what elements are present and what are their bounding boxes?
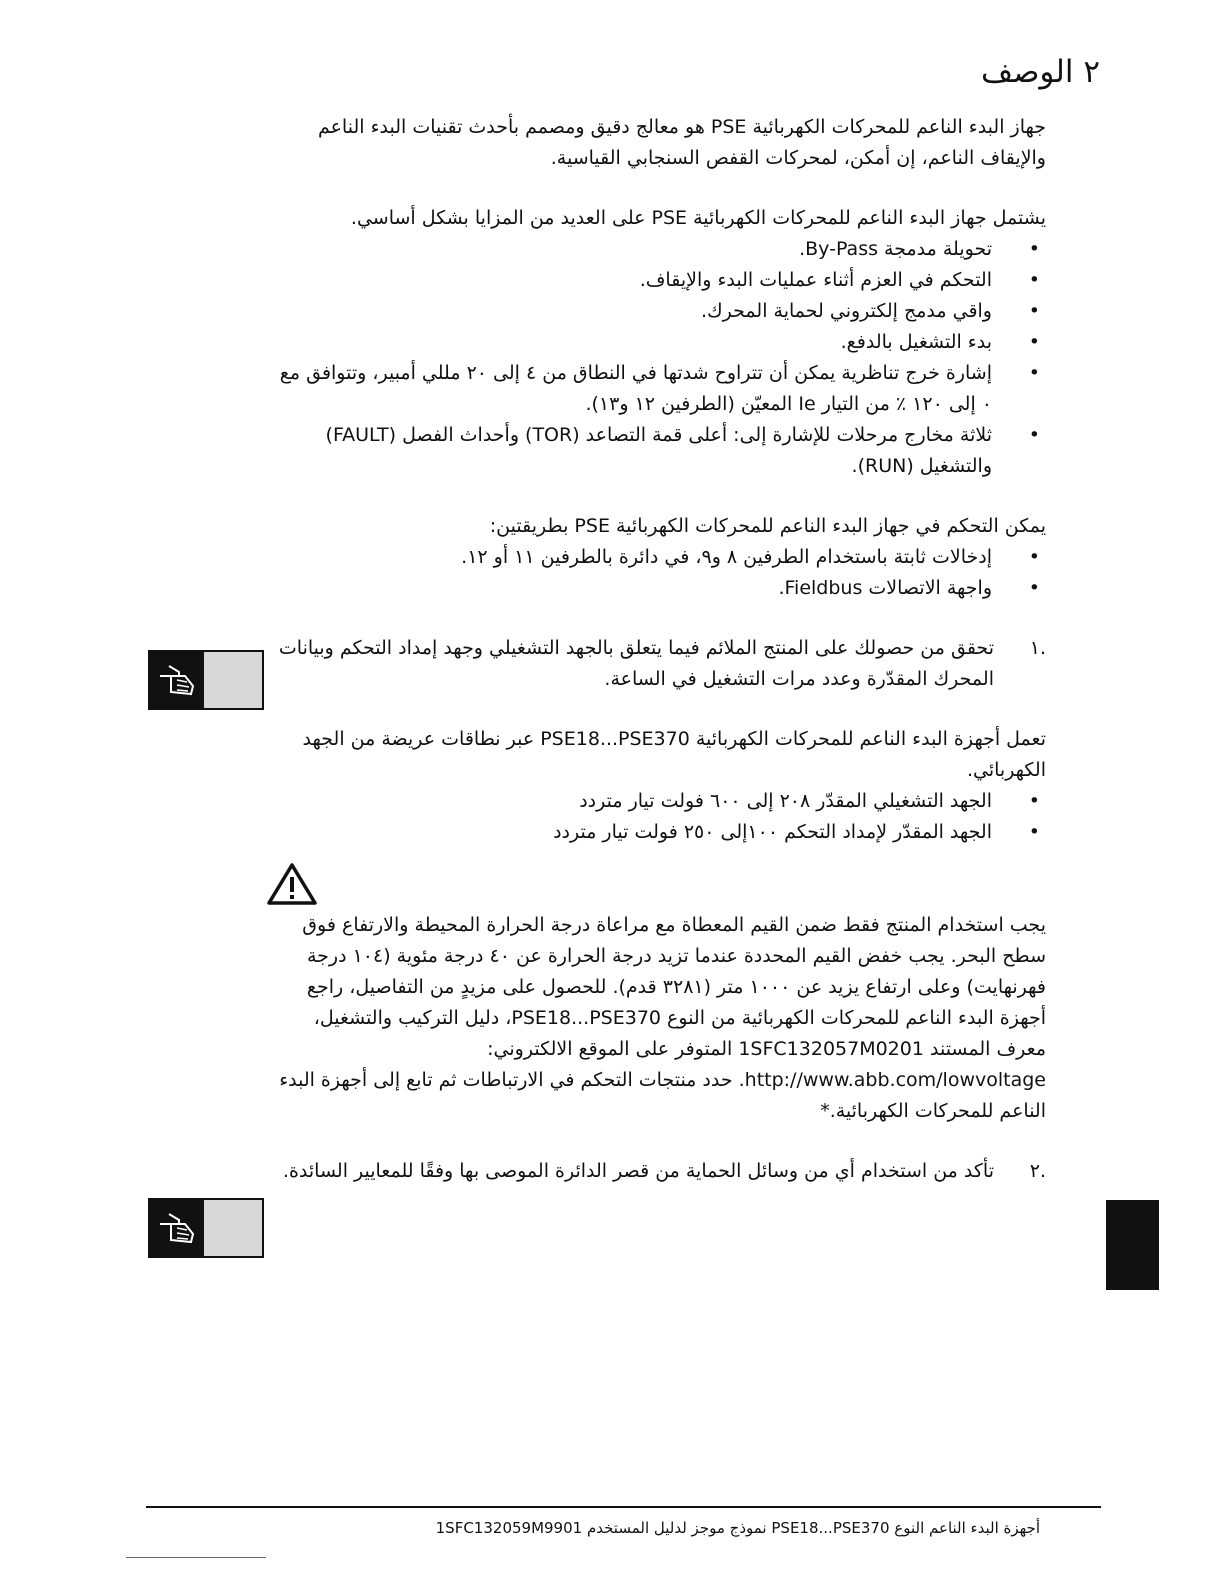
- footer-divider: [146, 1506, 1101, 1508]
- features-list: [266, 234, 1046, 482]
- note-2-text: تأكد من استخدام أي من وسائل الحماية من قصر الدائرة الموصى بها وفقًا للمعايير السائدة.: [282, 1160, 994, 1182]
- list-item: • إدخالات ثابتة باستخدام الطرفين ٨ و٩، في دائرة بالطرفين ١١ أو ١٢.: [266, 542, 1046, 573]
- control-list: [266, 542, 1046, 604]
- chapter-title: ٢ الوصف: [981, 54, 1100, 90]
- control-intro: يمكن التحكم في جهاز البدء الناعم للمحركات الكهربائية PSE بطريقتين:: [489, 515, 1046, 537]
- note-1-number: .١: [1029, 637, 1046, 659]
- intro-paragraph: جهاز البدء الناعم للمحركات الكهربائية PSE هو معالج دقيق ومصمم بأحدث تقنيات البدء الناعم والإيقاف الناعم، إن أمكن، لمحركات القفص السنجابي القياسية.: [317, 116, 1046, 169]
- list-item: • إشارة خرج تناظرية يمكن أن تتراوح شدتها في النطاق من ٤ إلى ٢٠ مللي أمبير، وتتوافق مع ٠ إلى ١٢٠ ٪ من التيار Ie المعيّن (الطرفين ١٢ و١٣).: [266, 358, 1046, 420]
- list-item: • واجهة الاتصالات Fieldbus.: [266, 573, 1046, 604]
- list-item: • بدء التشغيل بالدفع.: [266, 327, 1046, 358]
- warning-triangle-icon: [266, 862, 318, 906]
- voltage-intro: تعمل أجهزة البدء الناعم للمحركات الكهربائية PSE18...PSE370 عبر نطاقات عريضة من الجهد الكهربائي.: [302, 728, 1046, 781]
- note-2-number: .٢: [1029, 1160, 1046, 1182]
- list-item: • التحكم في العزم أثناء عمليات البدء والإيقاف.: [266, 265, 1046, 296]
- corner-rule: [126, 1557, 266, 1558]
- list-item: • الجهد التشغيلي المقدّر ٢٠٨ إلى ٦٠٠ فولت تيار متردد: [266, 786, 1046, 817]
- content-area: [266, 112, 1046, 1187]
- warning-text: يجب استخدام المنتج فقط ضمن القيم المعطاة مع مراعاة درجة الحرارة المحيطة والارتفاع فوق سطح البحر. يجب خفض القيم المحددة عندما تزيد درجة الحرارة عن ٤٠ درجة مئوية (١٠٤ درجة فهرنهايت) وعلى ارتفاع يزيد عن ١٠٠٠ متر (٣٢٨١ قدم). للحصول على مزيدٍ من التفاصيل، راجع أجهزة البدء الناعم للمحركات الكهربائية من النوع PSE18...PSE370، دليل التركيب والتشغيل، معرف المستند 1SFC132057M0201 المتوفر على الموقع الالكتروني: http://www.abb.com/lowvoltage. حدد منتجات التحكم في الارتباطات ثم تابع إلى أجهزة البدء الناعم للمحركات الكهربائية.*: [279, 914, 1046, 1122]
- note-1-text: تحقق من حصولك على المنتج الملائم فيما يتعلق بالجهد التشغيلي وجهد إمداد التحكم وبيانات المحرك المقدّرة وعدد مرات التشغيل في الساعة.: [278, 637, 994, 690]
- page-footer: أجهزة البدء الناعم النوع PSE18...PSE370 نموذج موجز لدليل المستخدم 1SFC132059M9901: [435, 1519, 1040, 1537]
- pointing-hand-icon: [157, 660, 197, 700]
- warning-icon-row: [266, 858, 1046, 910]
- chapter-side-tab: [1106, 1200, 1159, 1290]
- list-item: • الجهد المقدّر لإمداد التحكم ١٠٠إلى ٢٥٠ فولت تيار متردد: [266, 817, 1046, 848]
- note-1-icon: [148, 650, 264, 710]
- list-item: • ثلاثة مخارج مرحلات للإشارة إلى: أعلى قمة التصاعد (TOR) وأحداث الفصل (FAULT) والتشغيل (RUN).: [266, 420, 1046, 482]
- list-item: • تحويلة مدمجة By-Pass.: [266, 234, 1046, 265]
- note-2: [266, 1156, 1046, 1187]
- features-intro: يشتمل جهاز البدء الناعم للمحركات الكهربائية PSE على العديد من المزايا بشكل أساسي.: [350, 207, 1046, 229]
- pointing-hand-icon: [157, 1208, 197, 1248]
- note-2-icon: [148, 1198, 264, 1258]
- note-1: [266, 633, 1046, 695]
- list-item: • واقي مدمج إلكتروني لحماية المحرك.: [266, 296, 1046, 327]
- voltage-list: [266, 786, 1046, 848]
